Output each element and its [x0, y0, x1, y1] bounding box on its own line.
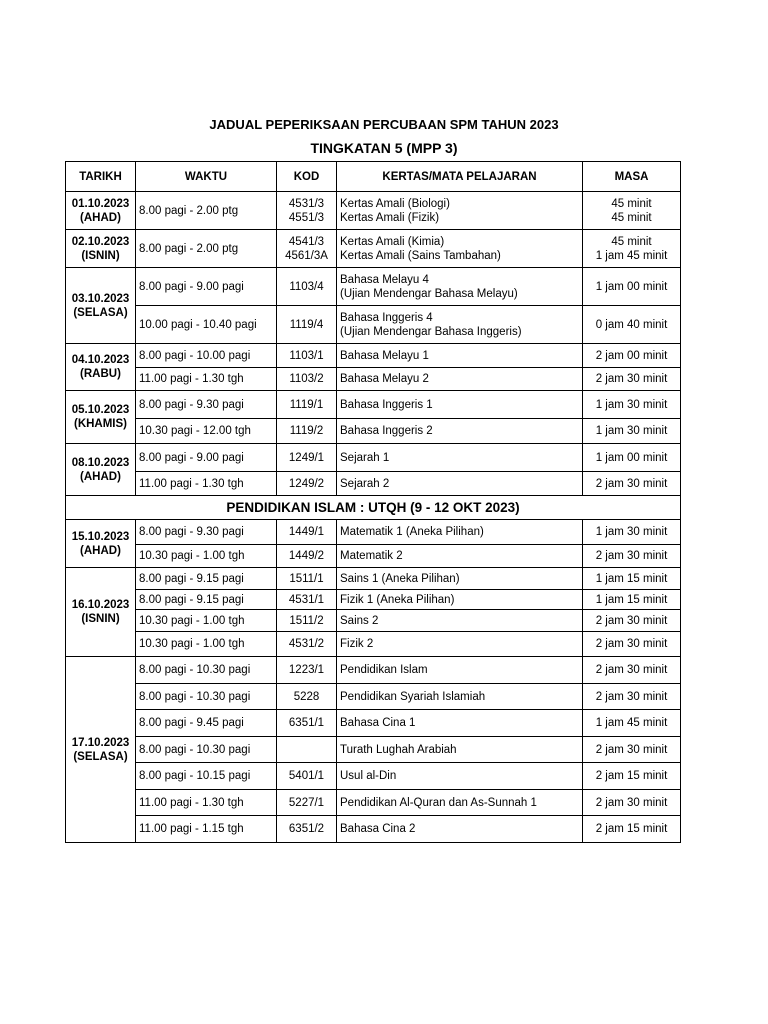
table-row	[66, 763, 681, 790]
code-text: 5228	[293, 690, 320, 703]
subject-text: Pendidikan Syariah Islamiah	[340, 690, 486, 703]
code-cell	[277, 763, 337, 790]
subject-text: Kertas Amali (Biologi)	[340, 197, 450, 210]
date-cell	[66, 344, 136, 391]
table-row	[66, 268, 681, 306]
table-row	[66, 684, 681, 710]
time-cell: 8.00 pagi - 9.00 pagi	[136, 268, 277, 306]
subject-cell	[337, 444, 583, 472]
subject-text: (Ujian Mendengar Bahasa Inggeris)	[340, 325, 522, 338]
date-text: 01.10.2023	[71, 197, 130, 210]
date-text: (ISNIN)	[81, 249, 120, 262]
time-cell: 8.00 pagi - 10.15 pagi	[136, 763, 277, 790]
table-row	[66, 632, 681, 657]
duration-cell	[583, 444, 681, 472]
duration-cell	[583, 472, 681, 496]
section-heading: PENDIDIKAN ISLAM : UTQH (9 - 12 OKT 2023)	[66, 496, 681, 520]
duration-cell	[583, 391, 681, 419]
duration-cell	[583, 763, 681, 790]
subject-text: Fizik 1 (Aneka Pilihan)	[340, 593, 455, 606]
subject-cell	[337, 391, 583, 419]
duration-cell	[583, 790, 681, 816]
duration-text: 2 jam 30 minit	[595, 550, 668, 562]
table-row	[66, 391, 681, 419]
duration-cell	[583, 632, 681, 657]
code-cell	[277, 590, 337, 610]
duration-text: 2 jam 15 minit	[595, 770, 668, 782]
code-text: 6351/2	[288, 823, 325, 835]
subject-cell	[337, 545, 583, 568]
subject-text: Bahasa Melayu 2	[340, 373, 429, 385]
time-cell: 8.00 pagi - 9.15 pagi	[136, 568, 277, 590]
duration-cell	[583, 230, 681, 268]
subject-text: Sains 1 (Aneka Pilihan)	[340, 572, 460, 585]
subject-text: Bahasa Cina 1	[340, 717, 416, 729]
date-cell	[66, 192, 136, 230]
time-cell: 8.00 pagi - 2.00 ptg	[136, 192, 277, 230]
time-cell: 8.00 pagi - 2.00 ptg	[136, 230, 277, 268]
date-cell	[66, 657, 136, 843]
subject-text: Bahasa Inggeris 1	[340, 398, 433, 411]
duration-cell	[583, 590, 681, 610]
code-text: 1119/2	[289, 425, 324, 437]
duration-cell	[583, 737, 681, 763]
time-cell: 11.00 pagi - 1.30 tgh	[136, 472, 277, 496]
code-text: 1249/2	[288, 477, 325, 490]
date-text: 04.10.2023	[71, 354, 130, 366]
time-cell: 11.00 pagi - 1.30 tgh	[136, 368, 277, 391]
subject-text: Turath Lughah Arabiah	[340, 743, 457, 756]
duration-text: 2 jam 30 minit	[595, 614, 668, 627]
table-row	[66, 419, 681, 444]
time-cell: 10.30 pagi - 12.00 tgh	[136, 419, 277, 444]
code-text: 4551/3	[288, 211, 325, 224]
subject-cell	[337, 368, 583, 391]
time-cell: 8.00 pagi - 9.30 pagi	[136, 391, 277, 419]
duration-cell	[583, 344, 681, 368]
code-text: 1249/1	[288, 451, 325, 464]
duration-cell	[583, 568, 681, 590]
code-text: 1119/4	[289, 318, 324, 331]
subject-text: Bahasa Melayu 1	[340, 349, 429, 362]
code-cell	[277, 306, 337, 344]
duration-text: 1 jam 30 minit	[595, 425, 668, 437]
duration-text: 1 jam 30 minit	[595, 526, 668, 538]
duration-cell	[583, 268, 681, 306]
code-text: 4531/3	[288, 197, 325, 210]
duration-text: 1 jam 00 minit	[595, 451, 668, 464]
code-cell	[277, 790, 337, 816]
duration-cell	[583, 545, 681, 568]
subject-text: Matematik 2	[340, 550, 403, 562]
time-cell: 11.00 pagi - 1.30 tgh	[136, 790, 277, 816]
subject-cell	[337, 763, 583, 790]
subject-text: Bahasa Inggeris 2	[340, 425, 433, 437]
duration-text: 2 jam 15 minit	[595, 823, 668, 835]
duration-cell	[583, 710, 681, 737]
code-text: 4561/3A	[285, 249, 328, 262]
schedule-body	[66, 192, 681, 843]
code-cell	[277, 192, 337, 230]
subject-cell	[337, 419, 583, 444]
date-text: (KHAMIS)	[73, 418, 128, 430]
code-text: 1119/1	[289, 398, 324, 411]
subject-cell	[337, 268, 583, 306]
duration-text: 45 minit	[611, 235, 652, 248]
duration-text: 45 minit	[611, 197, 652, 210]
duration-text: 2 jam 30 minit	[595, 743, 668, 756]
subject-cell	[337, 344, 583, 368]
duration-text: 1 jam 15 minit	[595, 593, 668, 606]
table-row	[66, 568, 681, 590]
code-cell	[277, 444, 337, 472]
date-text: (RABU)	[80, 368, 121, 380]
subject-text: Bahasa Melayu 4	[340, 273, 429, 286]
subject-text: Matematik 1 (Aneka Pilihan)	[340, 526, 484, 538]
duration-cell	[583, 520, 681, 545]
code-cell	[277, 610, 337, 632]
section-row	[66, 496, 681, 520]
date-text: (ISNIN)	[81, 613, 120, 625]
code-text: 5227/1	[288, 796, 325, 809]
date-text: 16.10.2023	[71, 599, 130, 611]
duration-cell	[583, 816, 681, 843]
table-row	[66, 657, 681, 684]
date-text: (AHAD)	[80, 211, 121, 224]
subject-text: Pendidikan Islam	[340, 664, 428, 676]
code-text: 1103/1	[289, 349, 324, 362]
time-cell: 10.30 pagi - 1.00 tgh	[136, 545, 277, 568]
date-text: 03.10.2023	[71, 292, 130, 305]
code-text: 4531/1	[288, 593, 325, 606]
time-cell: 8.00 pagi - 9.15 pagi	[136, 590, 277, 610]
exam-schedule-table	[65, 161, 681, 843]
table-row	[66, 230, 681, 268]
code-cell	[277, 419, 337, 444]
subject-cell	[337, 657, 583, 684]
code-text: 4531/2	[288, 638, 325, 650]
duration-text: 2 jam 30 minit	[595, 373, 668, 385]
code-cell	[277, 568, 337, 590]
subject-cell	[337, 684, 583, 710]
code-text: 1449/2	[288, 550, 325, 562]
table-row	[66, 545, 681, 568]
duration-text: 0 jam 40 minit	[595, 318, 668, 331]
duration-cell	[583, 368, 681, 391]
subject-text: Sains 2	[340, 614, 379, 627]
time-cell: 8.00 pagi - 10.00 pagi	[136, 344, 277, 368]
code-cell	[277, 230, 337, 268]
code-text: 1103/4	[289, 280, 324, 293]
code-cell	[277, 344, 337, 368]
subject-cell	[337, 710, 583, 737]
document-subtitle: TINGKATAN 5 (MPP 3)	[310, 140, 458, 156]
date-text: (AHAD)	[80, 544, 121, 557]
subject-cell	[337, 610, 583, 632]
time-cell: 8.00 pagi - 10.30 pagi	[136, 684, 277, 710]
date-cell	[66, 568, 136, 657]
code-cell	[277, 391, 337, 419]
document-title: JADUAL PEPERIKSAAN PERCUBAAN SPM TAHUN 2023	[209, 117, 559, 132]
code-cell	[277, 737, 337, 763]
code-cell	[277, 520, 337, 545]
code-text: 5401/1	[288, 770, 325, 782]
date-text: 05.10.2023	[71, 404, 130, 416]
code-text: 1103/2	[289, 373, 324, 385]
duration-cell	[583, 610, 681, 632]
time-cell: 8.00 pagi - 10.30 pagi	[136, 737, 277, 763]
code-text: 1223/1	[288, 664, 325, 676]
date-text: 15.10.2023	[71, 530, 130, 543]
table-row	[66, 344, 681, 368]
time-cell: 8.00 pagi - 9.30 pagi	[136, 520, 277, 545]
header-kod: KOD	[277, 162, 337, 192]
date-cell	[66, 230, 136, 268]
duration-cell	[583, 419, 681, 444]
duration-text: 1 jam 30 minit	[595, 398, 668, 411]
date-cell	[66, 444, 136, 496]
time-cell: 10.30 pagi - 1.00 tgh	[136, 632, 277, 657]
date-text: (SELASA)	[73, 306, 128, 319]
table-row	[66, 306, 681, 344]
table-row	[66, 192, 681, 230]
duration-cell	[583, 192, 681, 230]
table-row	[66, 444, 681, 472]
code-cell	[277, 472, 337, 496]
date-text: 08.10.2023	[71, 456, 130, 469]
subject-text: Sejarah 2	[340, 477, 390, 490]
header-kertas: KERTAS/MATA PELAJARAN	[337, 162, 583, 192]
duration-cell	[583, 684, 681, 710]
duration-text: 1 jam 00 minit	[595, 280, 668, 293]
table-row	[66, 590, 681, 610]
subject-cell	[337, 737, 583, 763]
date-text: 02.10.2023	[71, 235, 130, 248]
subject-text: Kertas Amali (Kimia)	[340, 235, 445, 248]
time-cell: 10.30 pagi - 1.00 tgh	[136, 610, 277, 632]
code-text: 1449/1	[288, 526, 325, 538]
subject-cell	[337, 790, 583, 816]
date-cell	[66, 391, 136, 444]
code-text: 4541/3	[288, 235, 325, 248]
date-text: 17.10.2023	[71, 736, 130, 749]
time-cell: 11.00 pagi - 1.15 tgh	[136, 816, 277, 843]
table-row	[66, 610, 681, 632]
code-text: 1511/2	[289, 614, 324, 627]
subject-cell	[337, 520, 583, 545]
subject-text: Usul al-Din	[340, 770, 397, 782]
header-waktu: WAKTU	[136, 162, 277, 192]
subject-text: Sejarah 1	[340, 451, 390, 464]
date-cell	[66, 268, 136, 344]
code-cell	[277, 632, 337, 657]
table-row	[66, 737, 681, 763]
header-tarikh: TARIKH	[66, 162, 136, 192]
time-cell: 8.00 pagi - 10.30 pagi	[136, 657, 277, 684]
subject-text: Fizik 2	[340, 638, 374, 650]
subject-text: Bahasa Cina 2	[340, 823, 416, 835]
code-cell	[277, 684, 337, 710]
duration-text: 2 jam 30 minit	[595, 477, 668, 490]
subject-cell	[337, 230, 583, 268]
date-text: (SELASA)	[73, 750, 128, 763]
table-row	[66, 710, 681, 737]
time-cell: 10.00 pagi - 10.40 pagi	[136, 306, 277, 344]
time-cell: 8.00 pagi - 9.00 pagi	[136, 444, 277, 472]
date-cell	[66, 520, 136, 568]
subject-cell	[337, 816, 583, 843]
subject-cell	[337, 568, 583, 590]
code-cell	[277, 368, 337, 391]
subject-cell	[337, 632, 583, 657]
subject-text: Pendidikan Al-Quran dan As-Sunnah 1	[340, 796, 537, 809]
duration-text: 45 minit	[611, 211, 652, 224]
code-cell	[277, 657, 337, 684]
subject-text: Bahasa Inggeris 4	[340, 311, 433, 324]
code-text: 6351/1	[288, 717, 325, 729]
duration-text: 1 jam 15 minit	[595, 572, 668, 585]
table-row	[66, 368, 681, 391]
table-row	[66, 816, 681, 843]
subject-text: Kertas Amali (Fizik)	[340, 211, 440, 224]
duration-text: 1 jam 45 minit	[595, 717, 668, 729]
duration-text: 2 jam 30 minit	[595, 664, 668, 676]
table-row	[66, 472, 681, 496]
duration-text: 2 jam 30 minit	[595, 690, 668, 703]
date-text: (AHAD)	[80, 470, 121, 483]
subject-text: Kertas Amali (Sains Tambahan)	[340, 249, 501, 262]
duration-text: 2 jam 30 minit	[595, 796, 668, 809]
code-cell	[277, 816, 337, 843]
duration-cell	[583, 657, 681, 684]
table-row	[66, 520, 681, 545]
code-text: 1511/1	[289, 572, 324, 585]
header-row	[66, 162, 681, 192]
duration-cell	[583, 306, 681, 344]
header-masa: MASA	[583, 162, 681, 192]
code-cell	[277, 545, 337, 568]
table-row	[66, 790, 681, 816]
subject-cell	[337, 306, 583, 344]
code-cell	[277, 710, 337, 737]
subject-cell	[337, 192, 583, 230]
duration-text: 2 jam 00 minit	[595, 349, 668, 362]
subject-cell	[337, 590, 583, 610]
time-cell: 8.00 pagi - 9.45 pagi	[136, 710, 277, 737]
code-cell	[277, 268, 337, 306]
subject-text: (Ujian Mendengar Bahasa Melayu)	[340, 287, 518, 300]
duration-text: 1 jam 45 minit	[595, 249, 668, 262]
duration-text: 2 jam 30 minit	[595, 638, 668, 650]
subject-cell	[337, 472, 583, 496]
